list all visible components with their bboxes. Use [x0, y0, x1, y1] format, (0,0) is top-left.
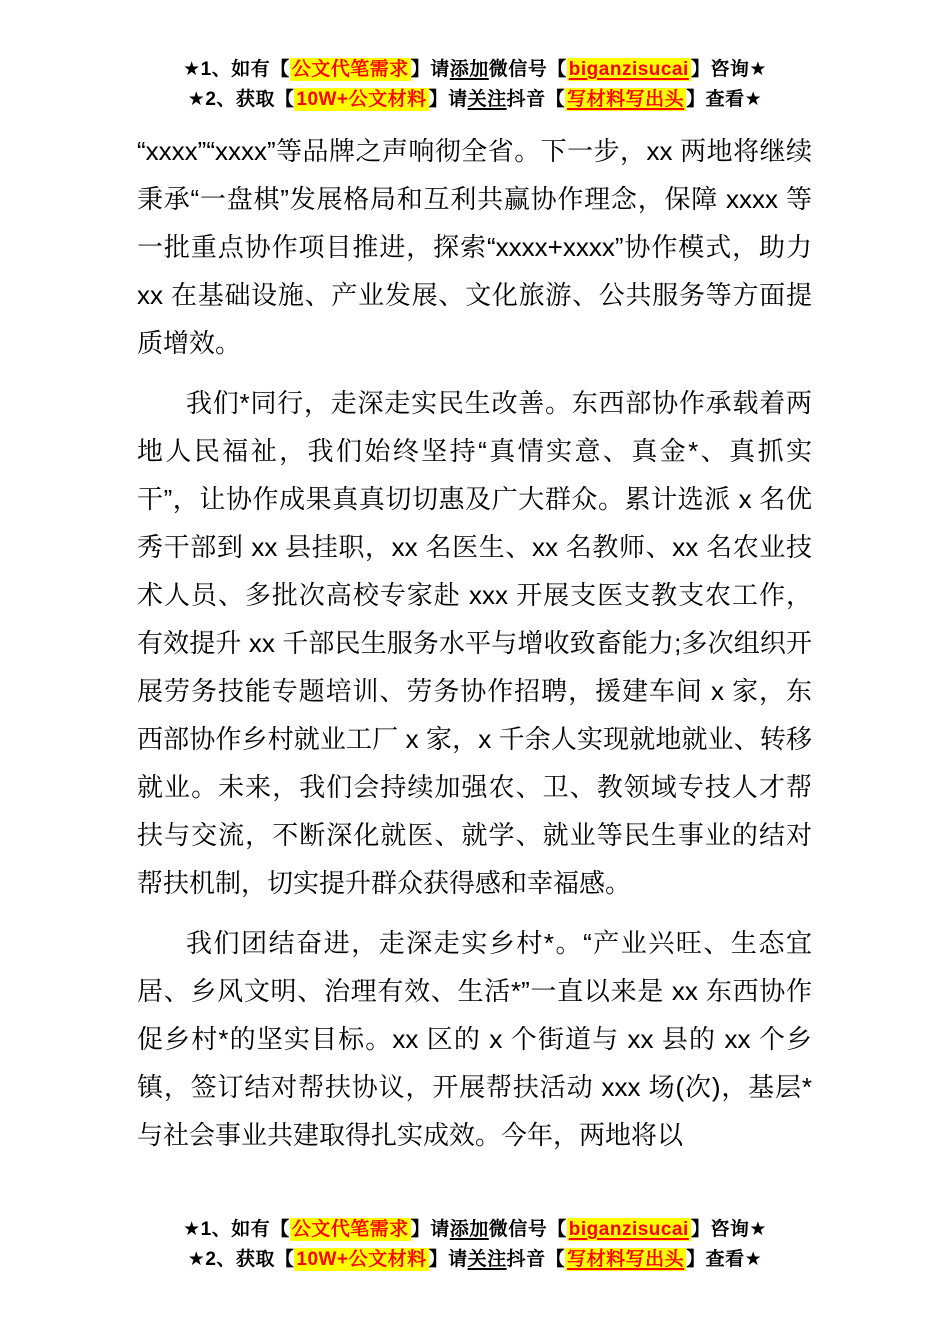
- promo-line-1: [0, 55, 950, 85]
- promo-banner-top: [0, 0, 950, 115]
- promo-text: 微信号【: [488, 59, 567, 80]
- promo-highlight-text: 写材料写出头: [567, 89, 685, 110]
- promo-underline-text: 关注: [467, 89, 507, 110]
- promo-highlight-text: 公文代笔需求: [291, 1219, 409, 1240]
- promo-text: ★2、获取【: [187, 1249, 295, 1270]
- promo-text: 】查看★: [686, 1249, 763, 1270]
- promo-text: 微信号【: [488, 1219, 567, 1240]
- promo-underline-text: 关注: [467, 1249, 507, 1270]
- promo-highlight-text: 10W+公文材料: [296, 89, 427, 110]
- promo-text: 】请: [410, 59, 450, 80]
- promo-text: ★1、如有【: [183, 59, 290, 80]
- body-paragraph-3: 我们团结奋进，走深走实乡村*。“产业兴旺、生态宜居、乡风文明、治理有效、生活*”一直以来是 xx 东西协作促乡村*的坚实目标。xx 区的 x 个街道与 xx 县的 xx 个乡镇，签订结对帮扶协议，开展帮扶活动 xxx 场(次)，基层*与社会事业共建取得扎实成效。今年，两地将以: [137, 928, 812, 1150]
- promo-text: 】请: [428, 1249, 468, 1270]
- promo-text: 】查看★: [686, 89, 763, 110]
- body-paragraph-1: “xxxx”“xxxx”等品牌之声响彻全省。下一步，xx 两地将继续秉承“一盘棋”发展格局和互利共赢协作理念，保障 xxxx 等一批重点协作项目推进，探索“xxxx+xxxx”协作模式，助力 xx 在基础设施、产业发展、文化旅游、公共服务等方面提质增效。: [137, 136, 812, 358]
- promo-highlight-text: 10W+公文材料: [296, 1249, 427, 1270]
- promo-text: 】请: [410, 1219, 450, 1240]
- promo-text: 】咨询★: [690, 1219, 767, 1240]
- promo-highlight-text: biganzisucai: [568, 1219, 689, 1240]
- promo-highlight-text: biganzisucai: [568, 59, 689, 80]
- promo-line-1: [0, 1215, 950, 1245]
- promo-line-2: [0, 1245, 950, 1275]
- promo-banner-bottom: [0, 1215, 950, 1275]
- promo-text: ★1、如有【: [183, 1219, 290, 1240]
- promo-text: 】咨询★: [690, 59, 767, 80]
- body-paragraph-2: 我们*同行，走深走实民生改善。东西部协作承载着两地人民福祉，我们始终坚持“真情实意、真金*、真抓实干”，让协作成果真真切切惠及广大群众。累计选派 x 名优秀干部到 xx 县挂职，xx 名医生、xx 名教师、xx 名农业技术人员、多批次高校专家赴 xxx 开展支医支教支农工作，有效提升 xx 千部民生服务水平与增收致畜能力;多次组织开展劳务技能专题培训、劳务协作招聘，援建车间 x 家，东西部协作乡村就业工厂 x 家，x 千余人实现就地就业、转移就业。未来，我们会持续加强农、卫、教领域专技人才帮扶与交流，不断深化就医、就学、就业等民生事业的结对帮扶机制，切实提升群众获得感和幸福感。: [137, 388, 812, 898]
- promo-text: 抖音【: [506, 89, 566, 110]
- promo-line-2: [0, 85, 950, 115]
- promo-highlight-text: 写材料写出头: [567, 1249, 685, 1270]
- document-body: [0, 115, 950, 1159]
- promo-highlight-text: 公文代笔需求: [291, 59, 409, 80]
- promo-text: ★2、获取【: [187, 89, 295, 110]
- promo-text: 】请: [428, 89, 468, 110]
- promo-underline-text: 添加: [449, 59, 489, 80]
- promo-text: 抖音【: [506, 1249, 566, 1270]
- promo-underline-text: 添加: [449, 1219, 489, 1240]
